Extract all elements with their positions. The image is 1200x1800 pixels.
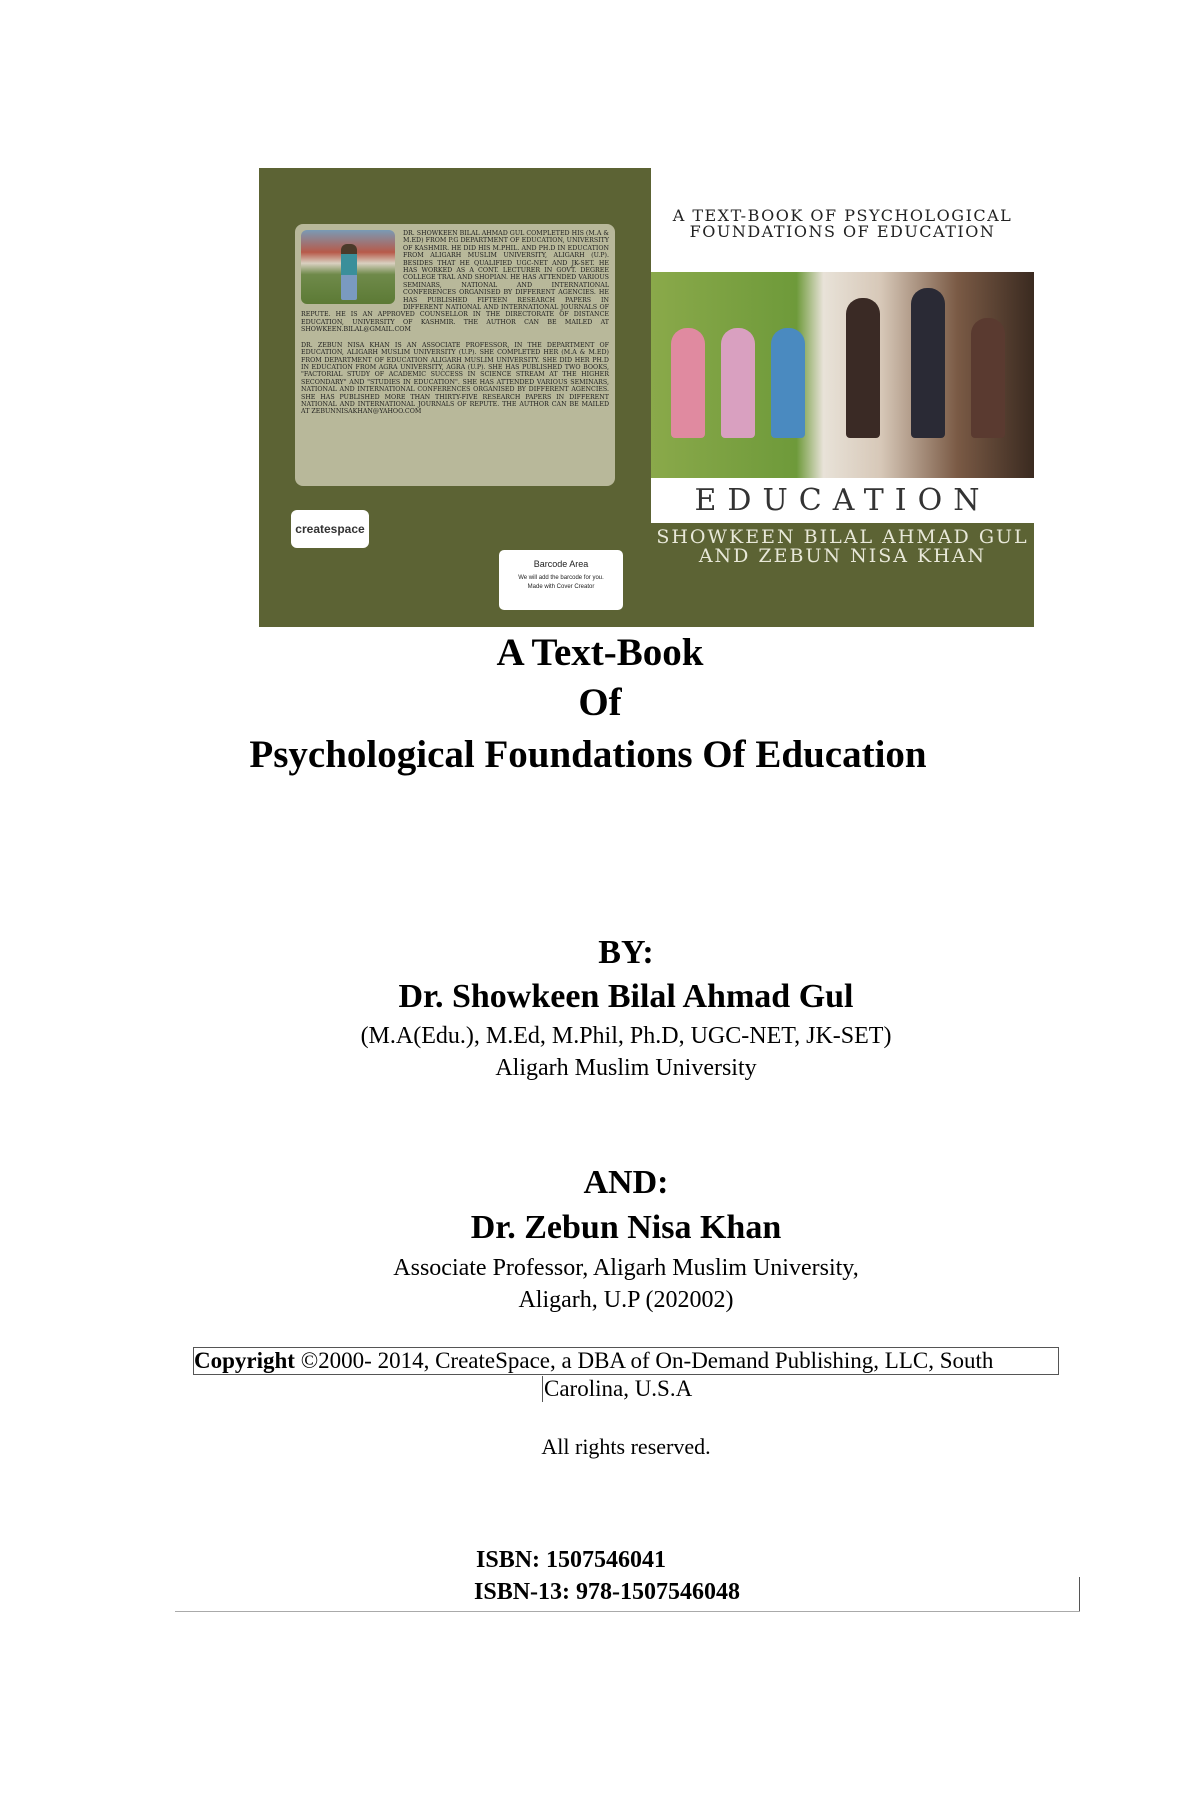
front-cover-authors: SHOWKEEN BILAL AHMAD GUL AND ZEBUN NISA KHAN	[656, 526, 1029, 567]
copyright-label: Copyright	[194, 1348, 295, 1373]
copyright-text: ©2000- 2014, CreateSpace, a DBA of On-Demand Publishing, LLC, South	[294, 1348, 994, 1373]
bio-author-2: DR. ZEBUN NISA KHAN IS AN ASSOCIATE PROFESSOR, IN THE DEPARTMENT OF EDUCATION, ALIGARH MUSLIM UNIVERSITY (U.P). SHE COMPLETED HER (M.A & M.ED) FROM DEPARTMENT OF EDUCATION ALIGARH MUSLIM UNIVERSITY. SHE DID HER PH.D IN EDUCATION FROM AGRA UNIVERSITY, AGRA (U.P). SHE HAS PUBLISHED TWO BOOKS, "FACTORIAL STUDY OF ACADEMIC SUCCESS IN SCIENCE STREAM AT THE HIGHER SECONDARY" AND "STUDIES IN EDUCATION". SHE HAS ATTENDED VARIOUS SEMINARS, NATIONAL AND INTERNATIONAL CONFERENCES ORGANISED BY DIFFERENT AGENCIES. SHE HAS PUBLISHED MORE THAN THIRTY-FIVE RESEARCH PAPERS IN DIFFERENT NATIONAL AND INTERNATIONAL JOURNALS OF REPUTE. THE AUTHOR CAN BE MAILED AT ZEBUNNISAKHAN@YAHOO.COM	[301, 341, 609, 416]
barcode-note: We will add the barcode for you.	[518, 575, 604, 581]
isbn-10	[476, 1547, 666, 1574]
and-label: AND:	[583, 1164, 669, 1201]
front-cover-title: A TEXT-BOOK OF PSYCHOLOGICAL FOUNDATIONS OF EDUCATION	[672, 206, 1013, 241]
author-2-location: Aligarh, U.P (202002)	[518, 1287, 734, 1313]
divider	[175, 1611, 1080, 1612]
title-line-2: Of	[578, 681, 622, 724]
rights-reserved: All rights reserved.	[541, 1434, 711, 1459]
barcode-title: Barcode Area	[533, 559, 589, 569]
author-2-position: Associate Professor, Aligarh Muslim University,	[393, 1255, 859, 1281]
barcode-made: Made with Cover Creator	[527, 584, 595, 590]
isbn-10-value: 1507546041	[540, 1547, 667, 1573]
back-cover-bio	[295, 224, 615, 486]
divider-vertical	[1079, 1577, 1080, 1611]
createspace-logo: createspace	[291, 510, 369, 548]
author-2-name: Dr. Zebun Nisa Khan	[470, 1209, 782, 1246]
front-cover-banner: EDUCATION	[651, 478, 1034, 523]
front-cover-photo	[651, 272, 1034, 478]
barcode-area	[499, 550, 623, 610]
copyright-line	[193, 1347, 1059, 1375]
isbn-10-label: ISBN:	[476, 1547, 541, 1573]
book-cover-image	[259, 168, 1034, 627]
isbn-13: ISBN-13: 978-1507546048	[474, 1579, 741, 1605]
title-line-1: A Text-Book	[496, 631, 704, 674]
copyright-location: Carolina, U.S.A	[544, 1376, 693, 1401]
author-photo	[301, 230, 395, 304]
author-1-affiliation: Aligarh Muslim University	[495, 1055, 757, 1081]
front-cover-top	[651, 168, 1034, 272]
bio-author-1: DR. SHOWKEEN BILAL AHMAD GUL COMPLETED HIS (M.A & M.ED) FROM P.G DEPARTMENT OF EDUCATION, UNIVERSITY OF KASHMIR. HE DID HIS M.PHIL. AND PH.D IN EDUCATION FROM ALIGARH MUSLIM UNIVERSITY, ALIGARH (U.P). BESIDES THAT HE QUALIFIED UGC-NET AND JK-SET. HE HAS WORKED AS A CONT. LECTURER IN GOVT. DEGREE COLLEGE TRAL AND SHOPIAN. HE HAS ATTENDED VARIOUS SEMINARS, NATIONAL AND INTERNATIONAL CONFERENCES ORGANISED BY DIFFERENT AGENCIES. HE HAS PUBLISHED FIFTEEN RESEARCH PAPERS IN DIFFERENT NATIONAL AND INTERNATIONAL JOURNALS OF REPUTE. HE IS AN APPROVED COUNSELLOR IN THE DIRECTORATE OF DISTANCE EDUCATION, UNIVERSITY OF KASHMIR. THE AUTHOR CAN BE MAILED AT SHOWKEEN.BILAL@GMAIL.COM	[301, 230, 609, 334]
author-1-credentials: (M.A(Edu.), M.Ed, M.Phil, Ph.D, UGC-NET, JK-SET)	[360, 1023, 892, 1049]
author-1-name: Dr. Showkeen Bilal Ahmad Gul	[398, 978, 854, 1015]
title-line-3: Psychological Foundations Of Education	[249, 733, 927, 776]
by-label: BY:	[598, 934, 654, 971]
